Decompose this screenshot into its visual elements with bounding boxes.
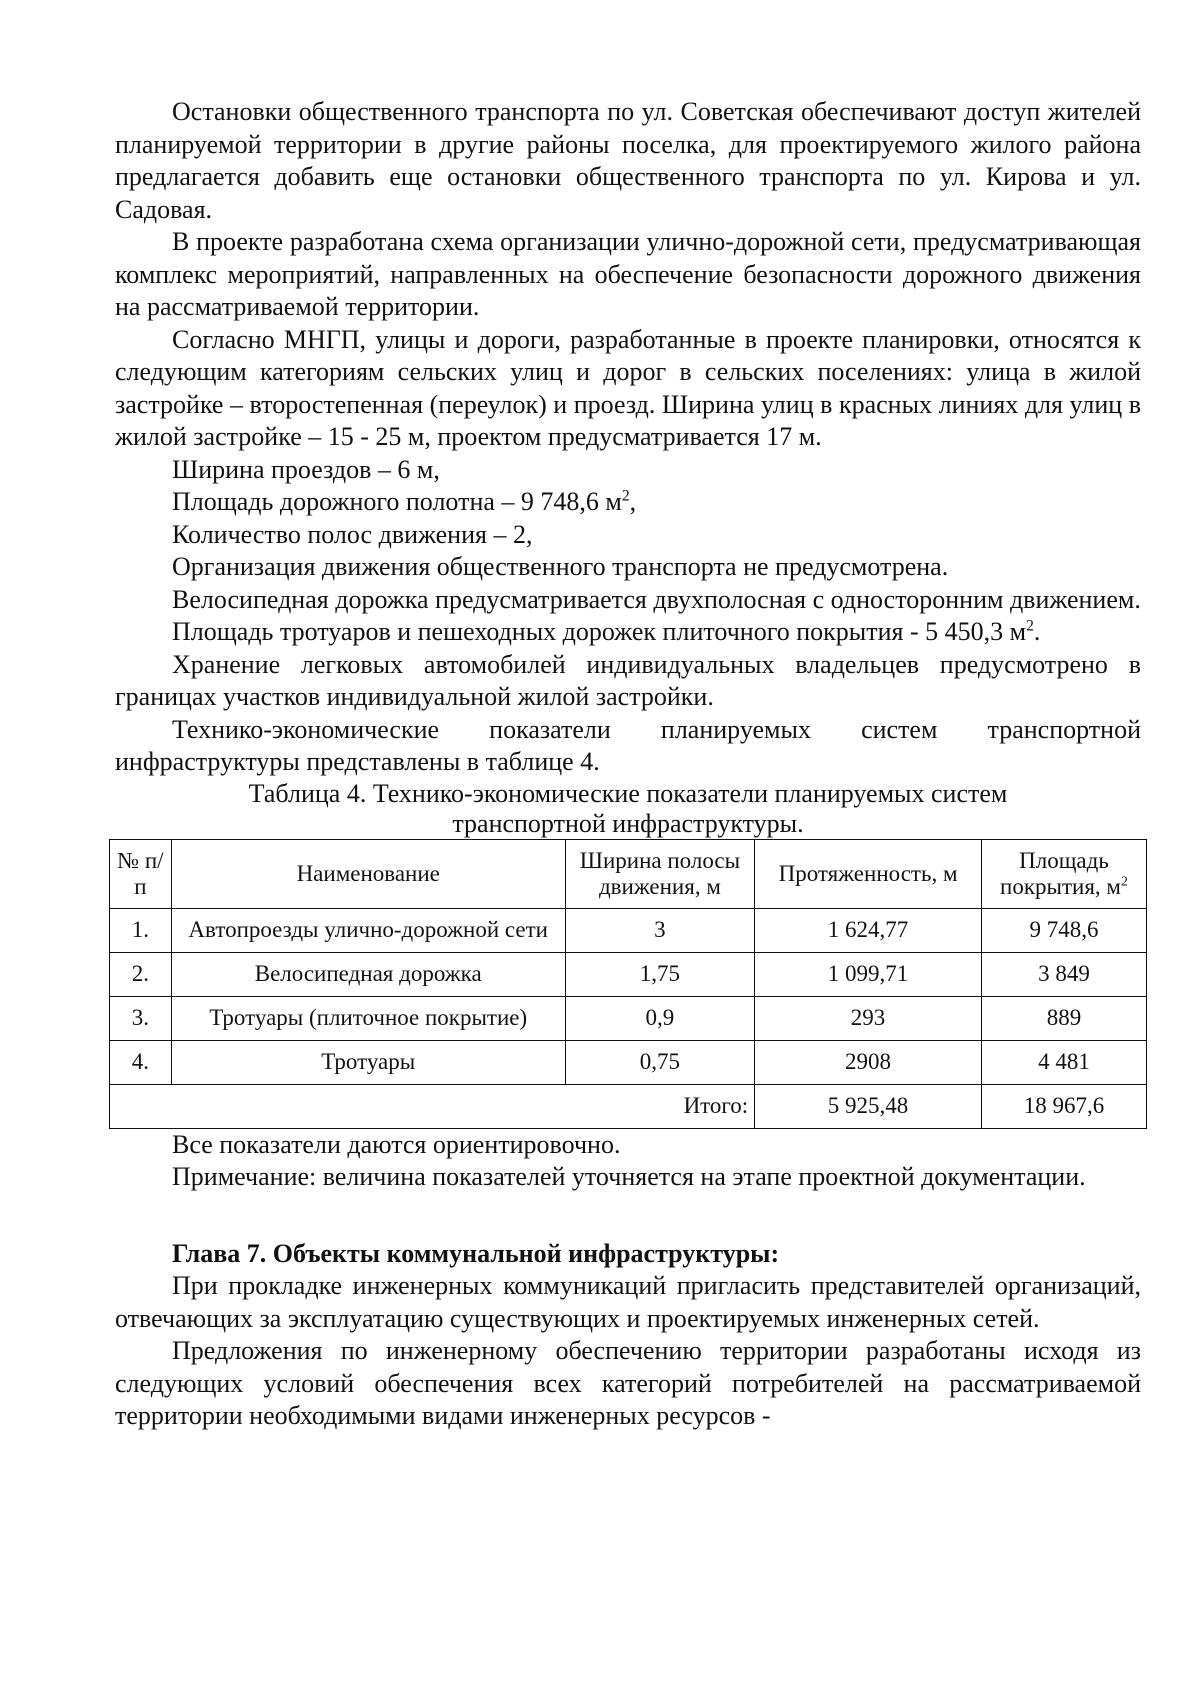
paragraph-road-network-scheme: В проекте разработана схема организации улично-дорожной сети, предусматривающая комплекс мероприятий, направленных на обеспечение безопасности дорожного движения на рассматриваемой территории.	[115, 227, 1141, 321]
cell-length: 1 624,77	[755, 908, 982, 952]
paragraph-indicators: Технико-экономические показатели планируемых систем транспортной инфраструктуры представлены в таблице 4.	[115, 714, 1141, 776]
line-public-transport: Организация движения общественного транспорта не предусмотрена.	[172, 552, 949, 581]
road-area-tail: ,	[629, 487, 637, 516]
line-approximate: Все показатели даются ориентировочно.	[172, 1129, 621, 1159]
total-length: 5 925,48	[755, 1084, 982, 1128]
table-row	[110, 908, 1147, 952]
sidewalk-area-text: Площадь тротуаров и пешеходных дорожек плиточного покрытия - 5 450,3 м	[172, 617, 1027, 646]
cell-num: 1.	[110, 908, 172, 952]
paragraph-parking: Хранение легковых автомобилей индивидуальных владельцев предусмотрено в границах участков индивидуальной жилой застройки.	[115, 649, 1141, 711]
line-driveway-width: Ширина проездов – 6 м,	[172, 454, 440, 484]
cell-num: 2.	[110, 952, 172, 996]
header-num: № п/п	[110, 839, 172, 908]
header-name: Наименование	[171, 839, 565, 908]
table-row	[110, 996, 1147, 1040]
cell-name: Велосипедная дорожка	[171, 952, 565, 996]
paragraph-utilities-laying: При прокладке инженерных коммуникаций пригласить представителей организаций, отвечающих за эксплуатацию существующих и проектируемых инженерных сетей.	[115, 1271, 1141, 1333]
header-area	[981, 839, 1146, 908]
paragraph-bike-lane: Велосипедная дорожка предусматривается двухполосная с односторонним движением.	[172, 584, 1141, 614]
header-lane-width: Ширина полосы движения, м	[565, 839, 755, 908]
cell-area: 9 748,6	[981, 908, 1146, 952]
header-area-text: Площадь покрытия, м	[1000, 847, 1121, 899]
header-area-exponent: 2	[1120, 872, 1128, 888]
cell-lane-width: 1,75	[565, 952, 755, 996]
table-caption: Таблица 4. Технико-экономические показатели планируемых систем транспортной инфраструктуры.	[248, 778, 1008, 838]
cell-lane-width: 3	[565, 908, 755, 952]
sidewalk-area-tail: .	[1033, 617, 1041, 646]
header-length: Протяженность, м	[755, 839, 982, 908]
cell-lane-width: 0,9	[565, 996, 755, 1040]
cell-area: 3 849	[981, 952, 1146, 996]
road-area-text: Площадь дорожного полотна – 9 748,6 м	[172, 487, 622, 516]
cell-num: 4.	[110, 1040, 172, 1084]
cell-length: 2908	[755, 1040, 982, 1084]
line-road-area	[115, 486, 1141, 519]
table-row	[110, 1040, 1147, 1084]
total-label: Итого:	[110, 1084, 755, 1128]
cell-area: 4 481	[981, 1040, 1146, 1084]
line-lanes: Количество полос движения – 2,	[172, 519, 533, 549]
chapter-7-heading: Глава 7. Объекты коммунальной инфраструктуры:	[172, 1238, 780, 1268]
table-header-row	[110, 839, 1147, 908]
transport-indicators-table	[109, 839, 1147, 1129]
cell-name: Тротуары	[171, 1040, 565, 1084]
document-page	[115, 96, 1141, 1433]
road-area-exponent: 2	[621, 487, 630, 505]
cell-name: Тротуары (плиточное покрытие)	[171, 996, 565, 1040]
paragraph-bus-stops: Остановки общественного транспорта по ул. Советская обеспечивают доступ жителей планируемой территории в другие районы поселка, для проектируемого жилого района предлагается добавить еще остановки общественного транспорта по ул. Кирова и ул. Садовая.	[115, 97, 1141, 224]
paragraph-note: Примечание: величина показателей уточняется на этапе проектной документации.	[172, 1162, 1086, 1191]
table-row	[110, 952, 1147, 996]
table-total-row	[110, 1084, 1147, 1128]
total-area: 18 967,6	[981, 1084, 1146, 1128]
cell-length: 1 099,71	[755, 952, 982, 996]
cell-area: 889	[981, 996, 1146, 1040]
cell-length: 293	[755, 996, 982, 1040]
section-spacer	[115, 1194, 1141, 1238]
sidewalk-area-exponent: 2	[1026, 617, 1034, 635]
paragraph-sidewalk-area	[115, 616, 1141, 649]
paragraph-street-categories: Согласно МНГП, улицы и дороги, разработанные в проекте планировки, относятся к следующим категориям сельских улиц и дорог в сельских поселениях: улица в жилой застройке – второстепенная (переулок) и проезд. Ширина улиц в красных линиях для улиц в жилой застройке – 15 - 25 м, проектом предусматривается 17 м.	[115, 324, 1141, 451]
cell-lane-width: 0,75	[565, 1040, 755, 1084]
cell-num: 3.	[110, 996, 172, 1040]
cell-name: Автопроезды улично-дорожной сети	[171, 908, 565, 952]
paragraph-engineering-proposals: Предложения по инженерному обеспечению территории разработаны исходя из следующих условий обеспечения всех категорий потребителей на рассматриваемой территории необходимыми видами инженерных ресурсов -	[115, 1336, 1141, 1430]
